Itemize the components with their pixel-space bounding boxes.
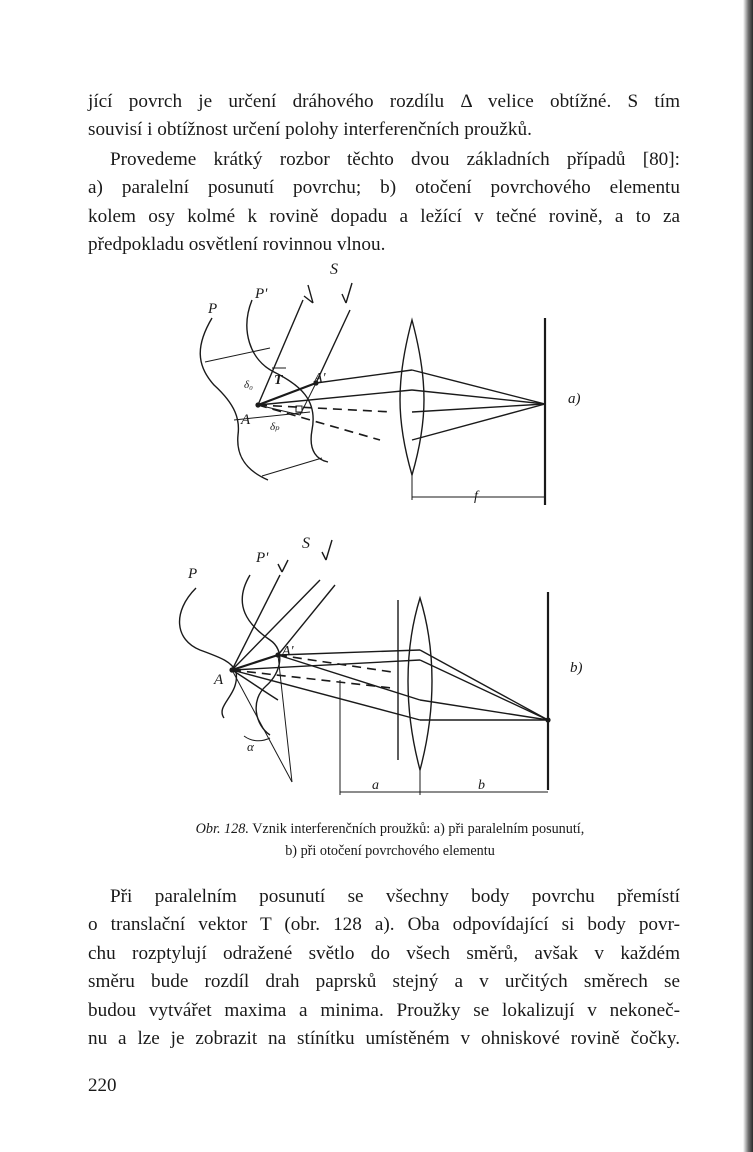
text-line: nu a lze je zobrazit na stínítku umístěném v ohniskové rovině čočky.	[88, 1028, 680, 1050]
label-a: A	[241, 412, 251, 428]
converging-ray	[412, 404, 545, 440]
caption-label: Obr. 128.	[195, 821, 249, 837]
reflected-ray	[316, 370, 412, 383]
arrow-icon	[304, 285, 313, 303]
point-a	[255, 402, 260, 407]
caption-line-1	[100, 818, 680, 840]
normal-line	[278, 655, 292, 782]
label-panel-b: b)	[570, 660, 583, 676]
normal-line	[232, 670, 292, 782]
converging-ray	[412, 370, 545, 404]
surface-p-curve	[180, 588, 237, 718]
label-delta-p: δₚ	[270, 421, 280, 433]
text-line: Při paralelním posunutí se všechny body povrchu přemístí	[110, 886, 680, 907]
text-line: a) paralelní posunutí povrchu; b) otočení povrchového elementu	[88, 177, 680, 199]
caption-text-2: b) při otočení povrchového elementu	[285, 843, 495, 859]
incident-ray	[258, 300, 303, 405]
text-line: směru bude rozdíl drah paprsků stejný a v určitých směrech se	[88, 971, 680, 993]
label-s: S	[330, 261, 338, 278]
reflected-ray	[278, 650, 420, 655]
lens-shape	[408, 598, 432, 770]
reflected-ray-dashed	[278, 655, 392, 672]
reflected-ray	[258, 390, 412, 405]
label-s: S	[302, 535, 310, 552]
figure-b-diagram	[0, 528, 753, 808]
paragraph-cases	[88, 146, 680, 260]
arrow-icon	[342, 283, 352, 303]
label-delta-0: δ₀	[244, 379, 253, 391]
point-a	[229, 667, 234, 672]
label-a: A	[214, 672, 224, 688]
arrow-icon	[278, 560, 288, 572]
label-p: P	[188, 566, 198, 582]
caption-text-1: Vznik interferenčních proužků: a) při paralelním posunutí,	[252, 821, 585, 837]
translation-line	[262, 458, 322, 476]
surface-p-prime-curve	[242, 575, 280, 735]
reflected-ray	[232, 670, 420, 720]
text-line: Provedeme krátký rozbor těchto dvou základních případů [80]:	[110, 149, 680, 170]
label-f: f	[474, 489, 478, 504]
label-a-prime: A'	[282, 644, 294, 659]
text-line: chu rozptylují odražené světlo do všech směrů, avšak v každém	[88, 942, 680, 964]
label-panel-a: a)	[568, 391, 581, 407]
element-curve	[232, 670, 278, 700]
page-number: 220	[88, 1075, 117, 1096]
figure-a-diagram	[0, 255, 753, 515]
arrow-icon	[322, 540, 332, 560]
text-line: předpokladu osvětlení rovinnou vlnou.	[88, 234, 386, 256]
label-t: T	[274, 373, 283, 388]
converging-ray	[420, 660, 548, 720]
lens-shape	[400, 320, 424, 475]
screen-point	[545, 717, 550, 722]
label-p-prime: P'	[255, 286, 268, 302]
figure-caption	[100, 818, 680, 862]
converging-ray	[412, 404, 545, 412]
label-a-prime: A'	[314, 371, 326, 386]
label-p: P	[208, 301, 218, 317]
paragraph-bottom	[88, 883, 680, 1053]
translation-line	[205, 348, 270, 362]
label-b-distance: b	[478, 778, 485, 793]
label-p-prime: P'	[256, 550, 269, 566]
text-line: o translační vektor T (obr. 128 a). Oba odpovídající si body povr-	[88, 914, 680, 936]
text-line: jící povrch je určení dráhového rozdílu Δ velice obtížné. S tím	[88, 91, 680, 112]
surface-p-curve	[200, 318, 268, 480]
label-alpha: α	[247, 739, 254, 754]
label-a-distance: a	[372, 778, 379, 793]
converging-ray	[412, 390, 545, 404]
text-line: budou vytvářet maxima a minima. Proužky se lokalizují v nekoneč-	[88, 999, 680, 1021]
paragraph-top	[88, 88, 680, 145]
text-line: souvisí i obtížnost určení polohy interferenčních proužků.	[88, 119, 532, 141]
point-a-prime	[275, 652, 280, 657]
text-line: kolem osy kolmé k rovině dopadu a ležící v tečné rovině, a to za	[88, 205, 680, 227]
